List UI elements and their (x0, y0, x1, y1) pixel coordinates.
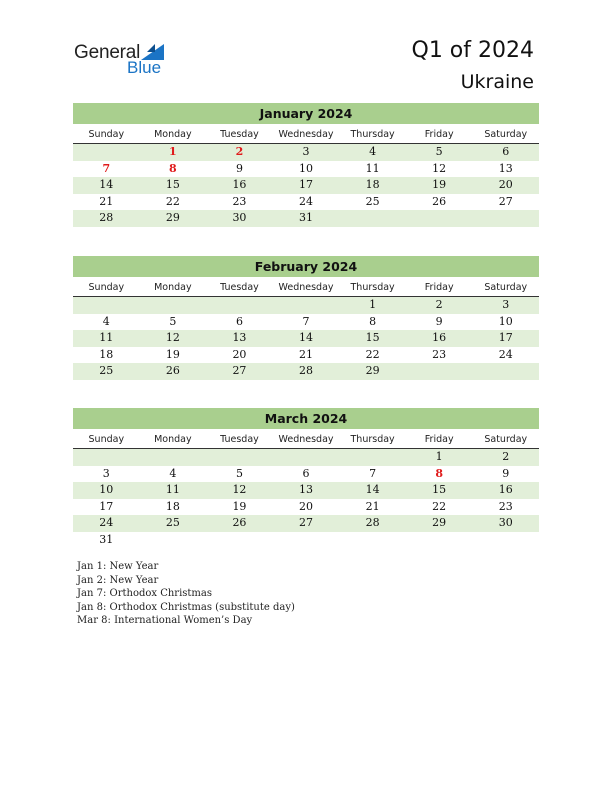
empty-day-cell (206, 297, 273, 314)
weekday-label: Saturday (484, 129, 528, 140)
day-cell: 31 (99, 532, 114, 546)
day-cell: 21 (99, 194, 114, 208)
week-row (73, 144, 539, 161)
week-row (73, 194, 539, 211)
empty-day-cell (273, 449, 340, 466)
day-cell: 3 (302, 145, 310, 158)
empty-day-cell (206, 449, 273, 466)
day-cell: 5 (435, 145, 443, 158)
holiday-notes (77, 560, 295, 628)
day-cell: 1 (369, 298, 377, 311)
holiday-note: Jan 7: Orthodox Christmas (77, 588, 212, 599)
empty-day-cell (472, 210, 539, 227)
month-header: January 2024 (73, 103, 539, 124)
week-row (73, 499, 539, 516)
day-cell: 6 (302, 466, 310, 480)
day-cell: 8 (169, 161, 177, 175)
empty-day-cell (406, 363, 473, 380)
day-cell: 19 (232, 499, 247, 513)
day-cell: 16 (498, 483, 513, 496)
holiday-note: Jan 1: New Year (77, 561, 159, 572)
day-cell: 9 (235, 161, 243, 175)
day-cell: 7 (102, 161, 111, 175)
day-cell: 24 (99, 516, 114, 529)
month-calendar (73, 256, 539, 380)
week-row (73, 466, 539, 483)
weekday-label: Wednesday (278, 282, 334, 293)
weekday-label: Thursday (350, 282, 395, 293)
week-row (73, 161, 539, 178)
week-row (73, 515, 539, 532)
month-calendar (73, 408, 539, 548)
weekday-header-row (73, 126, 539, 144)
weekday-label: Tuesday (220, 434, 259, 445)
day-cell: 12 (165, 331, 180, 344)
holiday-note: Mar 8: International Women’s Day (77, 615, 253, 626)
day-cell: 17 (498, 331, 513, 344)
weekday-label: Thursday (350, 434, 395, 445)
empty-day-cell (140, 532, 207, 549)
day-cell: 3 (102, 466, 110, 480)
day-cell: 18 (99, 347, 114, 361)
day-cell: 30 (232, 211, 247, 224)
weekday-label: Friday (424, 282, 454, 293)
day-cell: 3 (502, 298, 510, 311)
day-cell: 12 (232, 483, 247, 496)
page-title: Q1 of 2024 (411, 38, 534, 63)
day-cell: 15 (432, 483, 447, 496)
month-header: March 2024 (73, 408, 539, 429)
empty-day-cell (406, 210, 473, 227)
day-cell: 25 (365, 194, 380, 208)
weekday-label: Sunday (88, 434, 125, 445)
week-row (73, 449, 539, 466)
day-cell: 6 (235, 314, 243, 328)
day-cell: 15 (165, 178, 180, 191)
day-cell: 14 (365, 483, 380, 496)
week-row (73, 330, 539, 347)
weekday-label: Thursday (350, 129, 395, 140)
empty-day-cell (140, 449, 207, 466)
day-cell: 11 (99, 331, 114, 344)
day-cell: 16 (432, 331, 447, 344)
day-cell: 2 (235, 145, 244, 158)
empty-day-cell (73, 297, 140, 314)
weekday-label: Friday (424, 434, 454, 445)
day-cell: 29 (165, 211, 180, 224)
day-cell: 10 (498, 314, 513, 328)
month-header: February 2024 (73, 256, 539, 277)
day-cell: 29 (365, 364, 380, 377)
day-cell: 31 (299, 211, 314, 224)
weekday-label: Monday (154, 434, 192, 445)
day-cell: 1 (169, 145, 177, 158)
day-cell: 4 (369, 145, 377, 158)
empty-day-cell (339, 210, 406, 227)
day-cell: 26 (165, 364, 180, 377)
weekday-header-row (73, 431, 539, 449)
day-cell: 14 (299, 331, 314, 344)
empty-day-cell (273, 297, 340, 314)
day-cell: 13 (232, 331, 247, 344)
day-cell: 9 (502, 466, 510, 480)
day-cell: 17 (299, 178, 314, 191)
day-cell: 27 (498, 194, 513, 208)
logo-triangle-shadow-icon (147, 44, 155, 52)
week-row (73, 532, 539, 549)
day-cell: 10 (299, 161, 314, 175)
empty-day-cell (140, 297, 207, 314)
empty-day-cell (206, 532, 273, 549)
empty-day-cell (472, 363, 539, 380)
day-cell: 27 (232, 364, 247, 377)
empty-day-cell (339, 449, 406, 466)
holiday-note: Jan 8: Orthodox Christmas (substitute day) (77, 601, 295, 613)
day-cell: 18 (165, 499, 180, 513)
month-calendar (73, 103, 539, 227)
week-row (73, 347, 539, 364)
day-cell: 10 (99, 483, 114, 496)
empty-day-cell (73, 449, 140, 466)
day-cell: 5 (169, 314, 177, 328)
day-cell: 28 (299, 364, 314, 377)
country-name: Ukraine (460, 71, 534, 93)
day-cell: 22 (165, 194, 180, 208)
day-cell: 6 (502, 145, 510, 158)
day-cell: 19 (432, 178, 447, 191)
day-cell: 25 (165, 516, 180, 529)
day-cell: 4 (102, 314, 110, 328)
day-cell: 11 (165, 483, 180, 496)
day-cell: 23 (498, 499, 513, 513)
day-cell: 22 (432, 499, 447, 513)
day-cell: 2 (435, 298, 443, 311)
day-cell: 18 (365, 178, 380, 191)
empty-day-cell (472, 532, 539, 549)
weekday-header-row (73, 279, 539, 297)
day-cell: 16 (232, 178, 247, 191)
day-cell: 27 (299, 516, 314, 529)
empty-day-cell (273, 532, 340, 549)
day-cell: 30 (498, 516, 513, 529)
day-cell: 13 (299, 483, 314, 496)
week-row (73, 297, 539, 314)
weekday-label: Saturday (484, 282, 528, 293)
empty-day-cell (339, 532, 406, 549)
empty-day-cell (73, 144, 140, 161)
day-cell: 24 (299, 194, 314, 208)
day-cell: 2 (502, 450, 510, 463)
logo-text-general: General (74, 42, 141, 63)
weekday-label: Sunday (88, 282, 125, 293)
week-row (73, 363, 539, 380)
weekday-label: Tuesday (220, 129, 259, 140)
day-cell: 1 (435, 450, 443, 463)
holiday-note: Jan 2: New Year (77, 574, 159, 586)
week-row (73, 314, 539, 331)
day-cell: 22 (365, 347, 380, 361)
weekday-label: Tuesday (220, 282, 259, 293)
week-row (73, 482, 539, 499)
day-cell: 4 (169, 466, 177, 480)
day-cell: 8 (435, 466, 443, 480)
weekday-label: Sunday (88, 129, 125, 140)
day-cell: 15 (365, 331, 380, 344)
day-cell: 20 (299, 499, 314, 513)
day-cell: 26 (232, 516, 247, 529)
day-cell: 20 (232, 347, 247, 361)
day-cell: 23 (232, 194, 247, 208)
day-cell: 28 (365, 516, 380, 529)
weekday-label: Saturday (484, 434, 528, 445)
weekday-label: Wednesday (278, 129, 334, 140)
day-cell: 12 (432, 161, 447, 175)
day-cell: 20 (498, 178, 513, 191)
weekday-label: Wednesday (278, 434, 334, 445)
day-cell: 21 (299, 347, 314, 361)
day-cell: 26 (432, 194, 447, 208)
day-cell: 9 (435, 314, 443, 328)
day-cell: 7 (302, 314, 310, 328)
day-cell: 21 (365, 499, 380, 513)
day-cell: 5 (235, 466, 243, 480)
weekday-label: Monday (154, 129, 192, 140)
day-cell: 14 (99, 178, 114, 191)
day-cell: 19 (165, 347, 180, 361)
empty-day-cell (406, 532, 473, 549)
day-cell: 13 (498, 161, 513, 175)
day-cell: 11 (365, 161, 380, 175)
logo-text-blue: Blue (127, 58, 162, 77)
day-cell: 8 (369, 314, 377, 328)
day-cell: 29 (432, 516, 447, 529)
day-cell: 25 (99, 364, 114, 377)
day-cell: 17 (99, 499, 114, 513)
day-cell: 24 (498, 347, 513, 361)
generalblue-logo (74, 42, 184, 78)
day-cell: 28 (99, 211, 114, 224)
week-row (73, 177, 539, 194)
day-cell: 7 (369, 466, 377, 480)
week-row (73, 210, 539, 227)
day-cell: 23 (432, 347, 447, 361)
weekday-label: Friday (424, 129, 454, 140)
weekday-label: Monday (154, 282, 192, 293)
